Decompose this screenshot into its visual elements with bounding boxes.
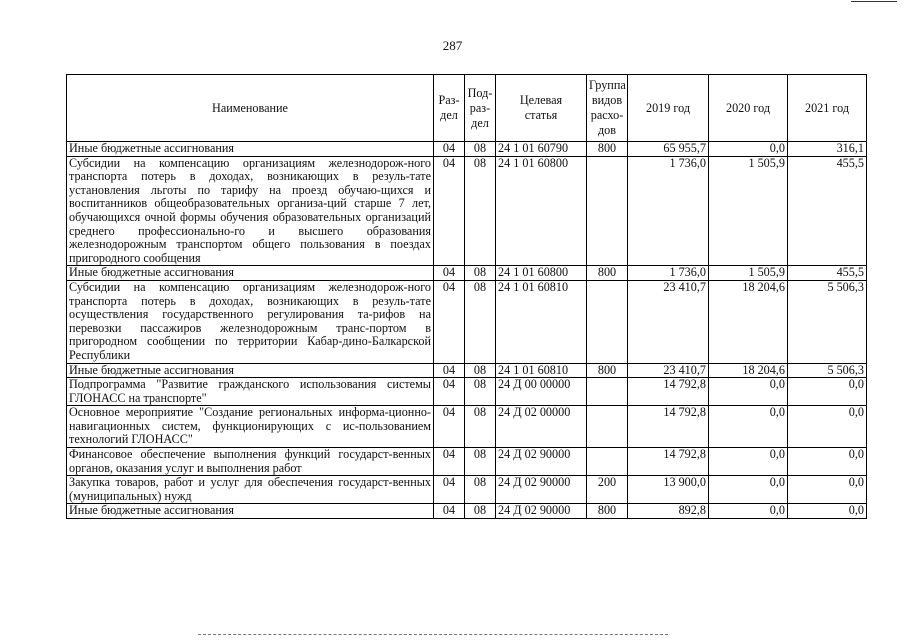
table-row (67, 156, 867, 266)
row-2019: 14 792,8 (628, 406, 709, 448)
header-article: Целевая статья (496, 75, 587, 142)
row-2021: 0,0 (788, 378, 867, 406)
row-group: 800 (587, 504, 628, 519)
row-article: 24 Д 02 90000 (496, 448, 587, 476)
row-name: Финансовое обеспечение выполнения функций государст-венных органов, оказания услуг и выполнения работ (67, 448, 434, 476)
row-2021: 316,1 (788, 142, 867, 157)
row-group (587, 156, 628, 266)
top-rule (851, 1, 897, 2)
row-article: 24 Д 02 00000 (496, 406, 587, 448)
header-row (67, 75, 867, 142)
row-group (587, 448, 628, 476)
row-2019: 14 792,8 (628, 378, 709, 406)
row-2021: 5 506,3 (788, 363, 867, 378)
row-group: 800 (587, 266, 628, 281)
header-subsection: Под- раз- дел (465, 75, 496, 142)
row-name: Закупка товаров, работ и услуг для обеспечения государст-венных (муниципальных) нужд (67, 476, 434, 504)
row-section: 04 (434, 266, 465, 281)
row-2021: 5 506,3 (788, 280, 867, 363)
row-2021: 0,0 (788, 476, 867, 504)
row-section: 04 (434, 476, 465, 504)
row-name: Основное мероприятие "Создание региональных информа-ционно-навигационных систем, функционирующих с ис-пользованием технологий ГЛОНАСС" (67, 406, 434, 448)
row-2021: 455,5 (788, 266, 867, 281)
row-article: 24 Д 02 90000 (496, 476, 587, 504)
row-2020: 0,0 (709, 406, 788, 448)
table-row (67, 476, 867, 504)
row-2021: 0,0 (788, 448, 867, 476)
table-row (67, 142, 867, 157)
header-group: Группа видов расхо- дов (587, 75, 628, 142)
row-2020: 0,0 (709, 448, 788, 476)
row-2019: 65 955,7 (628, 142, 709, 157)
row-2019: 892,8 (628, 504, 709, 519)
row-name: Субсидии на компенсацию организациям железнодорож-ного транспорта потерь в доходах, возникающих в резуль-тате установления льготы по тарифу на проезд обучаю-щихся и воспитанников общеобразовательных организа-ций старше 7 лет, обучающихся очной формы обучения образовательных организаций среднего профессионально-го и высшего образования железнодорожным транспортом общего пользования в поездах пригородного сообщения (67, 156, 434, 266)
row-2019: 23 410,7 (628, 363, 709, 378)
row-subsection: 08 (465, 406, 496, 448)
row-2019: 1 736,0 (628, 156, 709, 266)
row-2020: 1 505,9 (709, 156, 788, 266)
budget-table (66, 74, 867, 519)
row-section: 04 (434, 280, 465, 363)
row-name: Иные бюджетные ассигнования (67, 504, 434, 519)
header-name: Наименование (67, 75, 434, 142)
row-article: 24 Д 00 00000 (496, 378, 587, 406)
row-2021: 455,5 (788, 156, 867, 266)
row-section: 04 (434, 363, 465, 378)
row-article: 24 1 01 60800 (496, 156, 587, 266)
header-2019: 2019 год (628, 75, 709, 142)
row-group: 800 (587, 142, 628, 157)
bottom-rule (198, 634, 668, 635)
row-2020: 1 505,9 (709, 266, 788, 281)
table-row (67, 266, 867, 281)
row-article: 24 1 01 60790 (496, 142, 587, 157)
row-section: 04 (434, 378, 465, 406)
row-subsection: 08 (465, 156, 496, 266)
row-2020: 18 204,6 (709, 280, 788, 363)
table-row (67, 504, 867, 519)
row-2021: 0,0 (788, 406, 867, 448)
row-name: Иные бюджетные ассигнования (67, 266, 434, 281)
page-number: 287 (442, 38, 463, 53)
table-row (67, 280, 867, 363)
row-name: Подпрограмма "Развитие гражданского использования системы ГЛОНАСС на транспорте" (67, 378, 434, 406)
row-subsection: 08 (465, 363, 496, 378)
row-article: 24 1 01 60800 (496, 266, 587, 281)
row-name: Субсидии на компенсацию организациям железнодорож-ного транспорта потерь в доходах, возникающих в резуль-тате осуществления государственного регулирования та-рифов на перевозки пассажиров железнодорожным транс-портом в пригородном сообщении по территории Кабар-дино-Балкарской Республики (67, 280, 434, 363)
table-row (67, 378, 867, 406)
row-group: 200 (587, 476, 628, 504)
row-2019: 23 410,7 (628, 280, 709, 363)
row-section: 04 (434, 406, 465, 448)
row-subsection: 08 (465, 378, 496, 406)
row-section: 04 (434, 504, 465, 519)
table-row (67, 363, 867, 378)
row-section: 04 (434, 156, 465, 266)
row-2019: 14 792,8 (628, 448, 709, 476)
row-name: Иные бюджетные ассигнования (67, 363, 434, 378)
table-row (67, 448, 867, 476)
row-2020: 0,0 (709, 142, 788, 157)
row-article: 24 Д 02 90000 (496, 504, 587, 519)
row-2020: 18 204,6 (709, 363, 788, 378)
header-2021: 2021 год (788, 75, 867, 142)
row-2020: 0,0 (709, 378, 788, 406)
row-2019: 13 900,0 (628, 476, 709, 504)
table-row (67, 406, 867, 448)
header-2020: 2020 год (709, 75, 788, 142)
row-group (587, 378, 628, 406)
row-name: Иные бюджетные ассигнования (67, 142, 434, 157)
row-group (587, 406, 628, 448)
row-subsection: 08 (465, 266, 496, 281)
header-section: Раз- дел (434, 75, 465, 142)
row-2020: 0,0 (709, 476, 788, 504)
row-subsection: 08 (465, 476, 496, 504)
row-2021: 0,0 (788, 504, 867, 519)
row-subsection: 08 (465, 448, 496, 476)
row-article: 24 1 01 60810 (496, 363, 587, 378)
row-section: 04 (434, 142, 465, 157)
row-2020: 0,0 (709, 504, 788, 519)
row-group: 800 (587, 363, 628, 378)
row-subsection: 08 (465, 280, 496, 363)
row-section: 04 (434, 448, 465, 476)
row-group (587, 280, 628, 363)
row-subsection: 08 (465, 142, 496, 157)
row-2019: 1 736,0 (628, 266, 709, 281)
row-article: 24 1 01 60810 (496, 280, 587, 363)
row-subsection: 08 (465, 504, 496, 519)
